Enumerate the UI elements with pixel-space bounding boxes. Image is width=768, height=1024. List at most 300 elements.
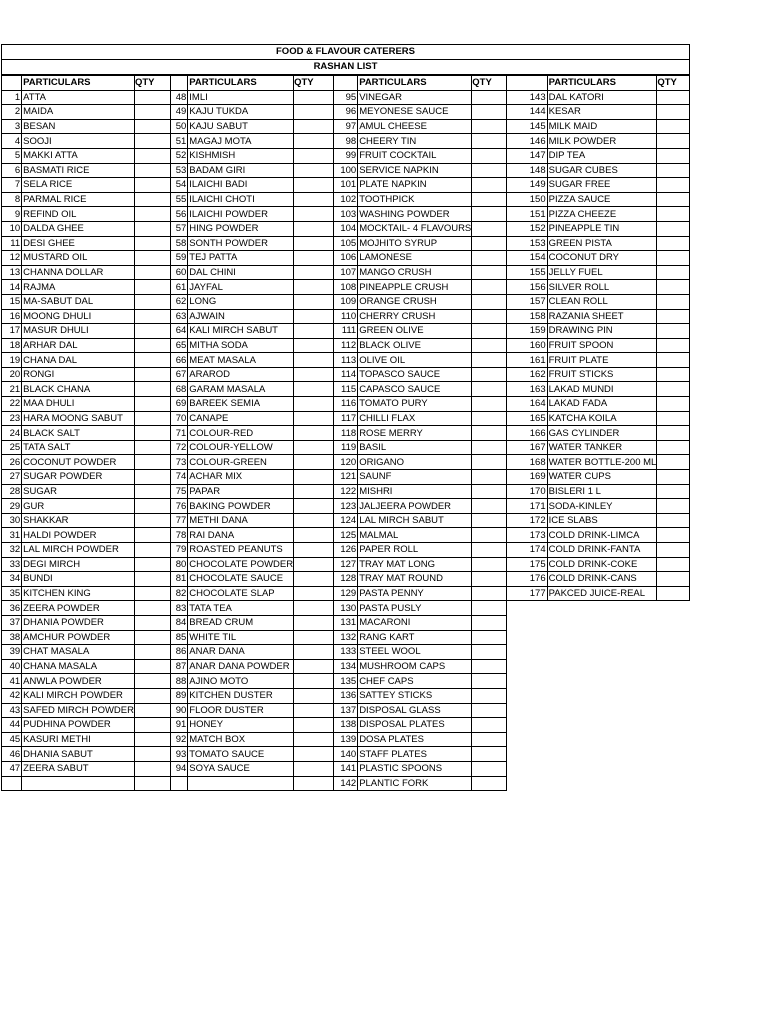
item-number: 132 — [333, 630, 358, 645]
item-qty — [294, 645, 333, 660]
item-name: PAPER ROLL — [358, 543, 472, 558]
item-number: 135 — [333, 674, 358, 689]
item-number: 167 — [506, 440, 547, 455]
item-name: RAZANIA SHEET — [547, 309, 657, 324]
item-number: 80 — [170, 557, 187, 572]
item-qty — [294, 528, 333, 543]
item-name: BADAM GIRI — [188, 163, 294, 178]
item-name: MAGAJ MOTA — [188, 134, 294, 149]
table-row — [2, 776, 690, 791]
item-name: RONGI — [22, 367, 135, 382]
table-row — [2, 163, 690, 178]
item-qty — [294, 761, 333, 776]
item-name: HALDI POWDER — [22, 528, 135, 543]
item-number: 145 — [506, 119, 547, 134]
item-qty — [657, 528, 690, 543]
item-name: MISHRI — [358, 484, 472, 499]
item-name: COLD DRINK-FANTA — [547, 543, 657, 558]
header-number-cell — [506, 76, 547, 91]
item-name: KAJU TUKDA — [188, 105, 294, 120]
item-name: KALI MIRCH POWDER — [22, 688, 135, 703]
item-name: PLANTIC FORK — [358, 776, 472, 791]
item-qty — [134, 761, 170, 776]
item-qty — [472, 572, 506, 587]
item-qty — [294, 397, 333, 412]
header-particulars: PARTICULARS — [22, 76, 135, 91]
item-number: 109 — [333, 294, 358, 309]
item-qty — [657, 615, 690, 630]
item-qty — [134, 543, 170, 558]
item-qty — [294, 251, 333, 266]
item-number: 71 — [170, 426, 187, 441]
table-row — [2, 426, 690, 441]
item-number: 130 — [333, 601, 358, 616]
item-name: DRAWING PIN — [547, 324, 657, 339]
item-name — [547, 674, 657, 689]
item-qty — [472, 265, 506, 280]
item-number: 150 — [506, 192, 547, 207]
item-number: 86 — [170, 645, 187, 660]
item-qty — [134, 163, 170, 178]
item-number: 90 — [170, 703, 187, 718]
item-qty — [472, 280, 506, 295]
item-name: OLIVE OIL — [358, 353, 472, 368]
item-qty — [657, 280, 690, 295]
item-number: 8 — [2, 192, 22, 207]
item-name: TATA TEA — [188, 601, 294, 616]
item-name: PIZZA CHEEZE — [547, 207, 657, 222]
header-particulars: PARTICULARS — [358, 76, 472, 91]
item-qty — [294, 601, 333, 616]
item-qty — [657, 484, 690, 499]
item-qty — [472, 309, 506, 324]
item-qty — [472, 294, 506, 309]
item-qty — [472, 119, 506, 134]
item-number: 112 — [333, 338, 358, 353]
item-qty — [657, 192, 690, 207]
item-number: 105 — [333, 236, 358, 251]
item-qty — [657, 703, 690, 718]
item-number: 16 — [2, 309, 22, 324]
item-name: BAREEK SEMIA — [188, 397, 294, 412]
item-number — [506, 645, 547, 660]
item-name: FRUIT PLATE — [547, 353, 657, 368]
item-name — [547, 659, 657, 674]
item-qty — [657, 236, 690, 251]
item-number: 172 — [506, 513, 547, 528]
item-number: 57 — [170, 221, 187, 236]
item-qty — [657, 572, 690, 587]
item-number: 161 — [506, 353, 547, 368]
item-name: TRAY MAT LONG — [358, 557, 472, 572]
item-qty — [472, 703, 506, 718]
table-row — [2, 134, 690, 149]
item-number: 118 — [333, 426, 358, 441]
item-name — [547, 615, 657, 630]
item-name — [547, 718, 657, 733]
item-name: COLD DRINK-CANS — [547, 572, 657, 587]
item-number: 72 — [170, 440, 187, 455]
item-name: BAKING POWDER — [188, 499, 294, 514]
item-qty — [294, 426, 333, 441]
item-qty — [657, 397, 690, 412]
item-name: ARHAR DAL — [22, 338, 135, 353]
item-name: CHEF CAPS — [358, 674, 472, 689]
item-qty — [472, 688, 506, 703]
item-name: MAA DHULI — [22, 397, 135, 412]
item-name: ICE SLABS — [547, 513, 657, 528]
item-name: MOJHITO SYRUP — [358, 236, 472, 251]
item-number: 125 — [333, 528, 358, 543]
item-number: 101 — [333, 178, 358, 193]
item-qty — [134, 528, 170, 543]
item-number: 157 — [506, 294, 547, 309]
table-row — [2, 280, 690, 295]
item-qty — [294, 338, 333, 353]
item-qty — [294, 265, 333, 280]
item-number: 122 — [333, 484, 358, 499]
item-qty — [657, 470, 690, 485]
item-name: KATCHA KOILA — [547, 411, 657, 426]
item-qty — [294, 309, 333, 324]
item-name: CHEERY TIN — [358, 134, 472, 149]
item-name: RANG KART — [358, 630, 472, 645]
item-qty — [134, 265, 170, 280]
item-name: DOSA PLATES — [358, 732, 472, 747]
item-name: MALMAL — [358, 528, 472, 543]
item-name: ATTA — [22, 90, 135, 105]
item-qty — [472, 455, 506, 470]
item-number: 51 — [170, 134, 187, 149]
item-qty — [657, 90, 690, 105]
item-number: 99 — [333, 148, 358, 163]
header-qty: QTY — [657, 76, 690, 91]
item-name: STAFF PLATES — [358, 747, 472, 762]
item-number: 34 — [2, 572, 22, 587]
item-number — [506, 761, 547, 776]
item-number: 102 — [333, 192, 358, 207]
item-qty — [294, 105, 333, 120]
item-qty — [657, 455, 690, 470]
item-name — [547, 761, 657, 776]
item-number: 124 — [333, 513, 358, 528]
item-number: 64 — [170, 324, 187, 339]
item-qty — [657, 338, 690, 353]
item-number: 62 — [170, 294, 187, 309]
table-row — [2, 148, 690, 163]
item-name: ORANGE CRUSH — [358, 294, 472, 309]
item-number: 133 — [333, 645, 358, 660]
item-qty — [134, 513, 170, 528]
item-qty — [472, 178, 506, 193]
item-number: 24 — [2, 426, 22, 441]
item-name — [547, 688, 657, 703]
item-qty — [294, 382, 333, 397]
item-qty — [294, 192, 333, 207]
table-row — [2, 265, 690, 280]
item-number: 69 — [170, 397, 187, 412]
item-qty — [472, 557, 506, 572]
item-number: 19 — [2, 353, 22, 368]
item-qty — [134, 718, 170, 733]
item-qty — [472, 645, 506, 660]
item-number — [506, 688, 547, 703]
item-qty — [657, 105, 690, 120]
item-name: SATTEY STICKS — [358, 688, 472, 703]
item-qty — [294, 586, 333, 601]
item-number: 175 — [506, 557, 547, 572]
item-name: BASIL — [358, 440, 472, 455]
item-name: KITCHEN KING — [22, 586, 135, 601]
item-qty — [472, 397, 506, 412]
item-qty — [294, 513, 333, 528]
item-qty — [134, 732, 170, 747]
item-qty — [294, 324, 333, 339]
item-qty — [657, 251, 690, 266]
sheet-title: FOOD & FLAVOUR CATERERS — [1, 44, 690, 59]
item-name: BASMATI RICE — [22, 163, 135, 178]
item-name: DEGI MIRCH — [22, 557, 135, 572]
table-row — [2, 732, 690, 747]
item-number: 107 — [333, 265, 358, 280]
item-number: 113 — [333, 353, 358, 368]
item-name: SUGAR — [22, 484, 135, 499]
item-name: LAKAD FADA — [547, 397, 657, 412]
item-number: 12 — [2, 251, 22, 266]
item-name: CHAT MASALA — [22, 645, 135, 660]
item-name: KISHMISH — [188, 148, 294, 163]
item-name: WATER CUPS — [547, 470, 657, 485]
item-name: TOOTHPICK — [358, 192, 472, 207]
item-name: TEJ PATTA — [188, 251, 294, 266]
item-name: AMCHUR POWDER — [22, 630, 135, 645]
item-number: 47 — [2, 761, 22, 776]
item-number: 1 — [2, 90, 22, 105]
item-number: 95 — [333, 90, 358, 105]
item-number: 177 — [506, 586, 547, 601]
item-number: 89 — [170, 688, 187, 703]
item-name: DHANIA SABUT — [22, 747, 135, 762]
item-name: SELA RICE — [22, 178, 135, 193]
header-number-cell — [170, 76, 187, 91]
item-qty — [472, 470, 506, 485]
item-number: 149 — [506, 178, 547, 193]
item-name: ILAICHI POWDER — [188, 207, 294, 222]
item-qty — [472, 761, 506, 776]
item-number: 106 — [333, 251, 358, 266]
item-number: 139 — [333, 732, 358, 747]
item-name: CHOCOLATE SAUCE — [188, 572, 294, 587]
item-name: MACARONI — [358, 615, 472, 630]
table-row — [2, 659, 690, 674]
item-name: SUGAR CUBES — [547, 163, 657, 178]
item-name: ROSE MERRY — [358, 426, 472, 441]
item-name: REFIND OIL — [22, 207, 135, 222]
item-qty — [294, 776, 333, 791]
item-qty — [657, 776, 690, 791]
item-qty — [657, 557, 690, 572]
item-number: 127 — [333, 557, 358, 572]
item-number: 84 — [170, 615, 187, 630]
item-number: 28 — [2, 484, 22, 499]
item-name: BESAN — [22, 119, 135, 134]
item-qty — [657, 718, 690, 733]
table-row — [2, 543, 690, 558]
item-number: 151 — [506, 207, 547, 222]
item-number: 144 — [506, 105, 547, 120]
item-number: 65 — [170, 338, 187, 353]
item-number — [506, 732, 547, 747]
item-qty — [294, 163, 333, 178]
item-name: MUSTARD OIL — [22, 251, 135, 266]
table-row — [2, 572, 690, 587]
item-qty — [294, 718, 333, 733]
item-number: 27 — [2, 470, 22, 485]
item-name — [547, 630, 657, 645]
item-qty — [134, 455, 170, 470]
item-number: 87 — [170, 659, 187, 674]
item-qty — [657, 148, 690, 163]
item-qty — [657, 440, 690, 455]
item-name: MATCH BOX — [188, 732, 294, 747]
item-qty — [472, 192, 506, 207]
item-qty — [472, 367, 506, 382]
table-row — [2, 221, 690, 236]
item-number: 140 — [333, 747, 358, 762]
item-name: FRUIT STICKS — [547, 367, 657, 382]
item-qty — [472, 90, 506, 105]
item-number: 13 — [2, 265, 22, 280]
item-qty — [294, 134, 333, 149]
item-name — [547, 703, 657, 718]
item-name: ANAR DANA POWDER — [188, 659, 294, 674]
item-name: MASUR DHULI — [22, 324, 135, 339]
item-number: 110 — [333, 309, 358, 324]
item-qty — [134, 90, 170, 105]
item-number: 56 — [170, 207, 187, 222]
item-number: 39 — [2, 645, 22, 660]
item-name: PUDHINA POWDER — [22, 718, 135, 733]
item-number: 59 — [170, 251, 187, 266]
table-row — [2, 470, 690, 485]
table-row — [2, 294, 690, 309]
item-qty — [657, 426, 690, 441]
item-name: KITCHEN DUSTER — [188, 688, 294, 703]
item-number: 146 — [506, 134, 547, 149]
item-qty — [134, 338, 170, 353]
item-name: MOONG DHULI — [22, 309, 135, 324]
item-number: 92 — [170, 732, 187, 747]
item-number: 73 — [170, 455, 187, 470]
item-qty — [294, 499, 333, 514]
item-name: COLD DRINK-COKE — [547, 557, 657, 572]
item-name: LAMONESE — [358, 251, 472, 266]
item-number: 18 — [2, 338, 22, 353]
item-name: COCONUT DRY — [547, 251, 657, 266]
item-qty — [657, 543, 690, 558]
item-qty — [134, 572, 170, 587]
item-name: AMUL CHEESE — [358, 119, 472, 134]
item-qty — [472, 338, 506, 353]
item-name: JAYFAL — [188, 280, 294, 295]
item-number: 170 — [506, 484, 547, 499]
item-number: 171 — [506, 499, 547, 514]
item-name: BREAD CRUM — [188, 615, 294, 630]
table-row — [2, 90, 690, 105]
item-qty — [134, 236, 170, 251]
item-name: GREEN PISTA — [547, 236, 657, 251]
item-number: 129 — [333, 586, 358, 601]
item-name: PAPAR — [188, 484, 294, 499]
item-qty — [134, 776, 170, 791]
item-number: 82 — [170, 586, 187, 601]
item-name: SOOJI — [22, 134, 135, 149]
table-row — [2, 338, 690, 353]
item-qty — [134, 119, 170, 134]
item-name: CANAPE — [188, 411, 294, 426]
header-particulars: PARTICULARS — [188, 76, 294, 91]
item-number: 148 — [506, 163, 547, 178]
item-qty — [294, 630, 333, 645]
item-qty — [472, 411, 506, 426]
item-number: 67 — [170, 367, 187, 382]
item-number: 52 — [170, 148, 187, 163]
item-name: DAL KATORI — [547, 90, 657, 105]
item-name: COLOUR-RED — [188, 426, 294, 441]
table-row — [2, 586, 690, 601]
item-qty — [294, 557, 333, 572]
item-name: GREEN OLIVE — [358, 324, 472, 339]
item-name: WATER TANKER — [547, 440, 657, 455]
item-name: BLACK SALT — [22, 426, 135, 441]
item-name: SUGAR FREE — [547, 178, 657, 193]
item-name: TATA SALT — [22, 440, 135, 455]
item-number: 63 — [170, 309, 187, 324]
item-qty — [294, 470, 333, 485]
item-qty — [657, 324, 690, 339]
item-qty — [294, 747, 333, 762]
item-qty — [657, 294, 690, 309]
item-number: 45 — [2, 732, 22, 747]
item-qty — [472, 353, 506, 368]
item-name — [22, 776, 135, 791]
table-row — [2, 484, 690, 499]
item-number: 91 — [170, 718, 187, 733]
item-name: ZEERA SABUT — [22, 761, 135, 776]
item-name: COLD DRINK-LIMCA — [547, 528, 657, 543]
item-name: RAJMA — [22, 280, 135, 295]
table-row — [2, 382, 690, 397]
table-row — [2, 528, 690, 543]
item-name: SONTH POWDER — [188, 236, 294, 251]
item-qty — [657, 353, 690, 368]
item-name: ACHAR MIX — [188, 470, 294, 485]
item-name: VINEGAR — [358, 90, 472, 105]
table-row — [2, 397, 690, 412]
item-number: 85 — [170, 630, 187, 645]
item-number: 138 — [333, 718, 358, 733]
item-qty — [657, 674, 690, 689]
item-number: 54 — [170, 178, 187, 193]
item-qty — [294, 119, 333, 134]
item-qty — [134, 630, 170, 645]
item-number: 108 — [333, 280, 358, 295]
item-name: CHILLI FLAX — [358, 411, 472, 426]
item-number: 159 — [506, 324, 547, 339]
table-row — [2, 367, 690, 382]
item-number: 21 — [2, 382, 22, 397]
table-row — [2, 440, 690, 455]
